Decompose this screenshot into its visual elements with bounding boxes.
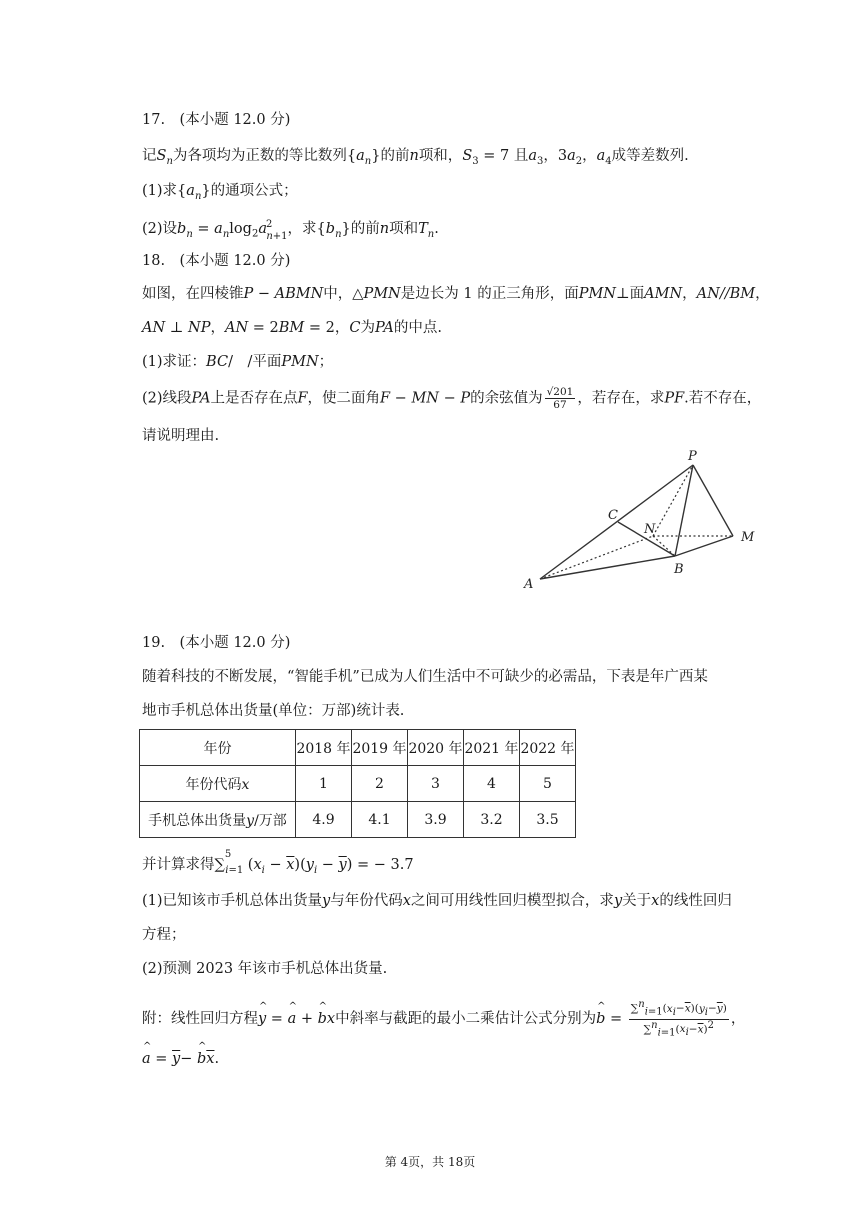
q19-intercept-formula: ^ $a = \overline{y}-$ ^ $b\overline{x}$. [142,1049,219,1069]
cosine-fraction: $\frac{√201}{67}$ [546,386,574,411]
table-row [140,766,576,802]
edge-pm [693,465,733,536]
edge-mb [675,536,733,556]
table-cell: 4.1 [352,802,408,838]
label-p: P [688,449,697,464]
table-cell: 3.5 [520,802,576,838]
q18-part2-cont: 请说明理由. [142,428,220,444]
table-cell: 2021 年 [464,730,520,766]
table-cell: 4.9 [296,802,352,838]
q19-header: 19. (本小题 12.0 分) [142,635,291,651]
q18-header: 18. (本小题 12.0 分) [142,253,291,269]
table-cell: 4 [464,766,520,802]
shipment-table [139,729,576,838]
label-n: N [644,522,656,537]
table-cell: 2018 年 [296,730,352,766]
q19-part1: (1)已知该市手机总体出货量y与年份代码x之间可用线性回归模型拟合，求y关于x的线性回归 [142,893,732,909]
q19-stem-line2: 地市手机总体出货量(单位：万部)统计表. [142,703,405,719]
q18-stem-line2: AN ⊥ NP，AN = 2BM = 2，C为PA的中点. [142,320,442,336]
row-label-code: 年份代码x [140,766,296,802]
edge-an [540,536,653,579]
q19-note: 附：线性回归方程^ y = ^ a + ^ bx中斜率与截距的最小二乘估计公式分别为^ b = $\frac{\sum^n_{i=1}(x_i-\overline{x})(y_i-\overline{y})}{\sum^n_{i=1}(x_i-\overline{x})^2}$ ， [142,999,745,1039]
table-cell: 3 [408,766,464,802]
label-b: B [674,562,684,577]
q17-part1: (1)求$\{a_n\}$的通项公式； [142,183,298,202]
table-cell: 1 [296,766,352,802]
label-a: A [524,577,534,592]
edge-ab [540,556,675,579]
edge-np [653,465,693,536]
q18-stem-line1: 如图，在四棱锥P − ABMN中，△PMN是边长为 1 的正三角形，面PMN⊥面AMN，AN//BM， [142,286,770,302]
table-cell: 2022 年 [520,730,576,766]
row-label-shipment: 手机总体出货量y/万部 [140,802,296,838]
table-cell: 3.2 [464,802,520,838]
slope-formula: $\frac{\sum^n_{i=1}(x_i-\overline{x})(y_i-\overline{y})}{\sum^n_{i=1}(x_i-\overline{x})^2}$ [630,999,727,1039]
table-row [140,802,576,838]
q17-header: 17. (本小题 12.0 分) [142,112,291,128]
label-m: M [741,530,755,545]
q18-part1: (1)求证：BC/ /平面PMN； [142,354,334,370]
table-cell: 5 [520,766,576,802]
q19-calc: 并计算求得∑$^5_{i=1}$ $(x_i - \overline{x})(y_i - \overline{y})$ = − 3.7 [142,849,414,876]
label-c: C [608,508,618,523]
table-cell: 2 [352,766,408,802]
page-footer: 第 4页，共 18页 [384,1155,476,1169]
edge-pb [675,465,693,556]
q19-part1-cont: 方程； [142,927,186,943]
pyramid-figure [510,445,770,595]
table-cell: 2020 年 [408,730,464,766]
q17-stem: 记$S_n$为各项均为正数的等比数列$\{a_n\}$的前n项和，$S_3 = 7$ 且$a_3$，$3a_2$，$a_4$成等差数列. [142,148,689,167]
q19-stem-line1: 随着科技的不断发展，“智能手机”已成为人们生活中不可缺少的必需品，下表是年广西某 [142,669,708,685]
table-row [140,730,576,766]
q18-part2: (2)线段PA上是否存在点F，使二面角F − MN − P的余弦值为 $\frac{√201}{67}$ ，若存在，求PF.若不存在， [142,386,762,411]
table-cell: 2019 年 [352,730,408,766]
row-label-year: 年份 [140,730,296,766]
q17-part2: (2)设$b_n = a_n\log_2a^2_{n+1}$，求$\{b_n\}$的前n项和$T_n$. [142,219,439,242]
edge-nb [653,536,675,556]
table-cell: 3.9 [408,802,464,838]
q19-part2: (2)预测 2023 年该市手机总体出货量. [142,961,388,977]
